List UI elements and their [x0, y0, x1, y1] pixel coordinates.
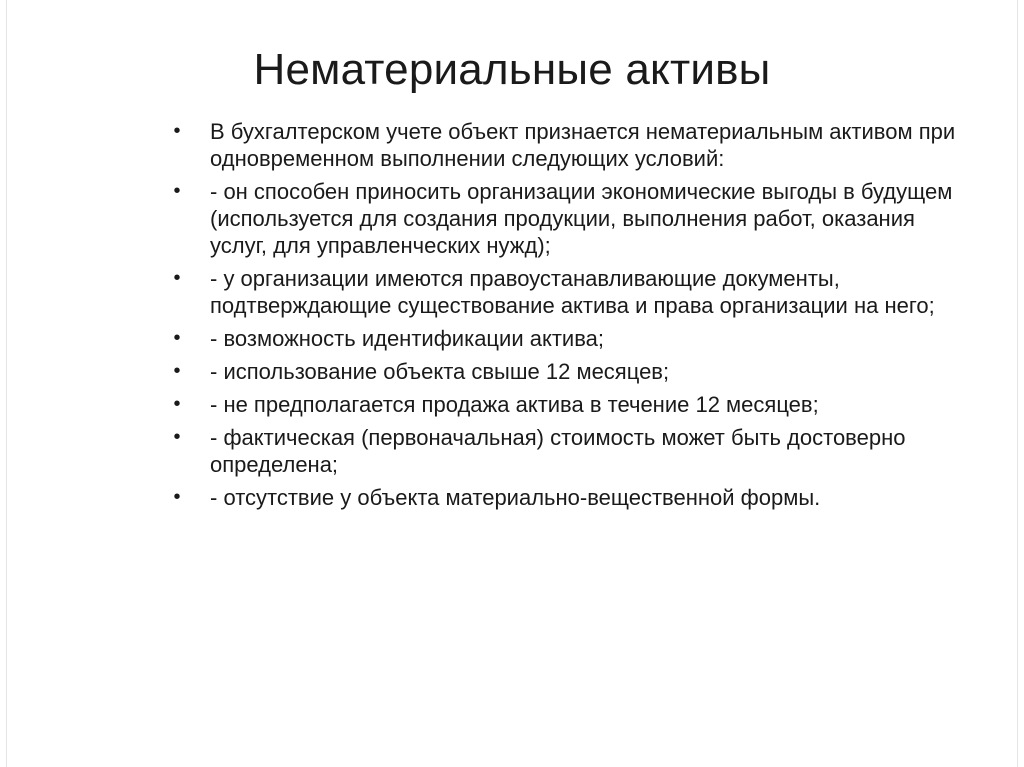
bullet-text: - не предполагается продажа актива в течение 12 месяцев;	[210, 392, 819, 417]
bullet-item	[170, 325, 970, 352]
bullet-item	[170, 424, 970, 478]
slide-title: Нематериальные активы	[253, 45, 771, 94]
bullet-icon: •	[173, 360, 181, 382]
bullet-icon: •	[173, 267, 181, 289]
bullet-item	[170, 265, 970, 319]
bullet-item	[170, 118, 970, 172]
bullet-icon: •	[173, 393, 181, 415]
bullet-icon: •	[173, 426, 181, 448]
bullet-text: - у организации имеются правоустанавливающие документы, подтверждающие существование актива и права организации на него;	[210, 266, 935, 318]
bullet-icon: •	[173, 180, 181, 202]
bullet-text: - возможность идентификации актива;	[210, 326, 604, 351]
bullet-icon: •	[173, 120, 181, 142]
bullet-text: - фактическая (первоначальная) стоимость может быть достоверно определена;	[210, 425, 906, 477]
bullet-text: - отсутствие у объекта материально-вещественной формы.	[210, 485, 821, 510]
bullet-item	[170, 391, 970, 418]
bullet-text: - использование объекта свыше 12 месяцев;	[210, 359, 670, 384]
slide-border-right	[1017, 0, 1018, 767]
bullet-text: - он способен приносить организации экономические выгоды в будущем (используется для создания продукции, выполнения работ, оказания услуг, для управленческих нужд);	[210, 179, 953, 258]
bullet-item	[170, 484, 970, 511]
bullet-icon: •	[173, 327, 181, 349]
slide-border-left	[6, 0, 7, 767]
bullet-icon: •	[173, 486, 181, 508]
bullet-text: В бухгалтерском учете объект признается нематериальным активом при одновременном выполнении следующих условий:	[210, 119, 956, 171]
bullet-item	[170, 358, 970, 385]
bullet-list	[170, 118, 970, 517]
bullet-item	[170, 178, 970, 259]
